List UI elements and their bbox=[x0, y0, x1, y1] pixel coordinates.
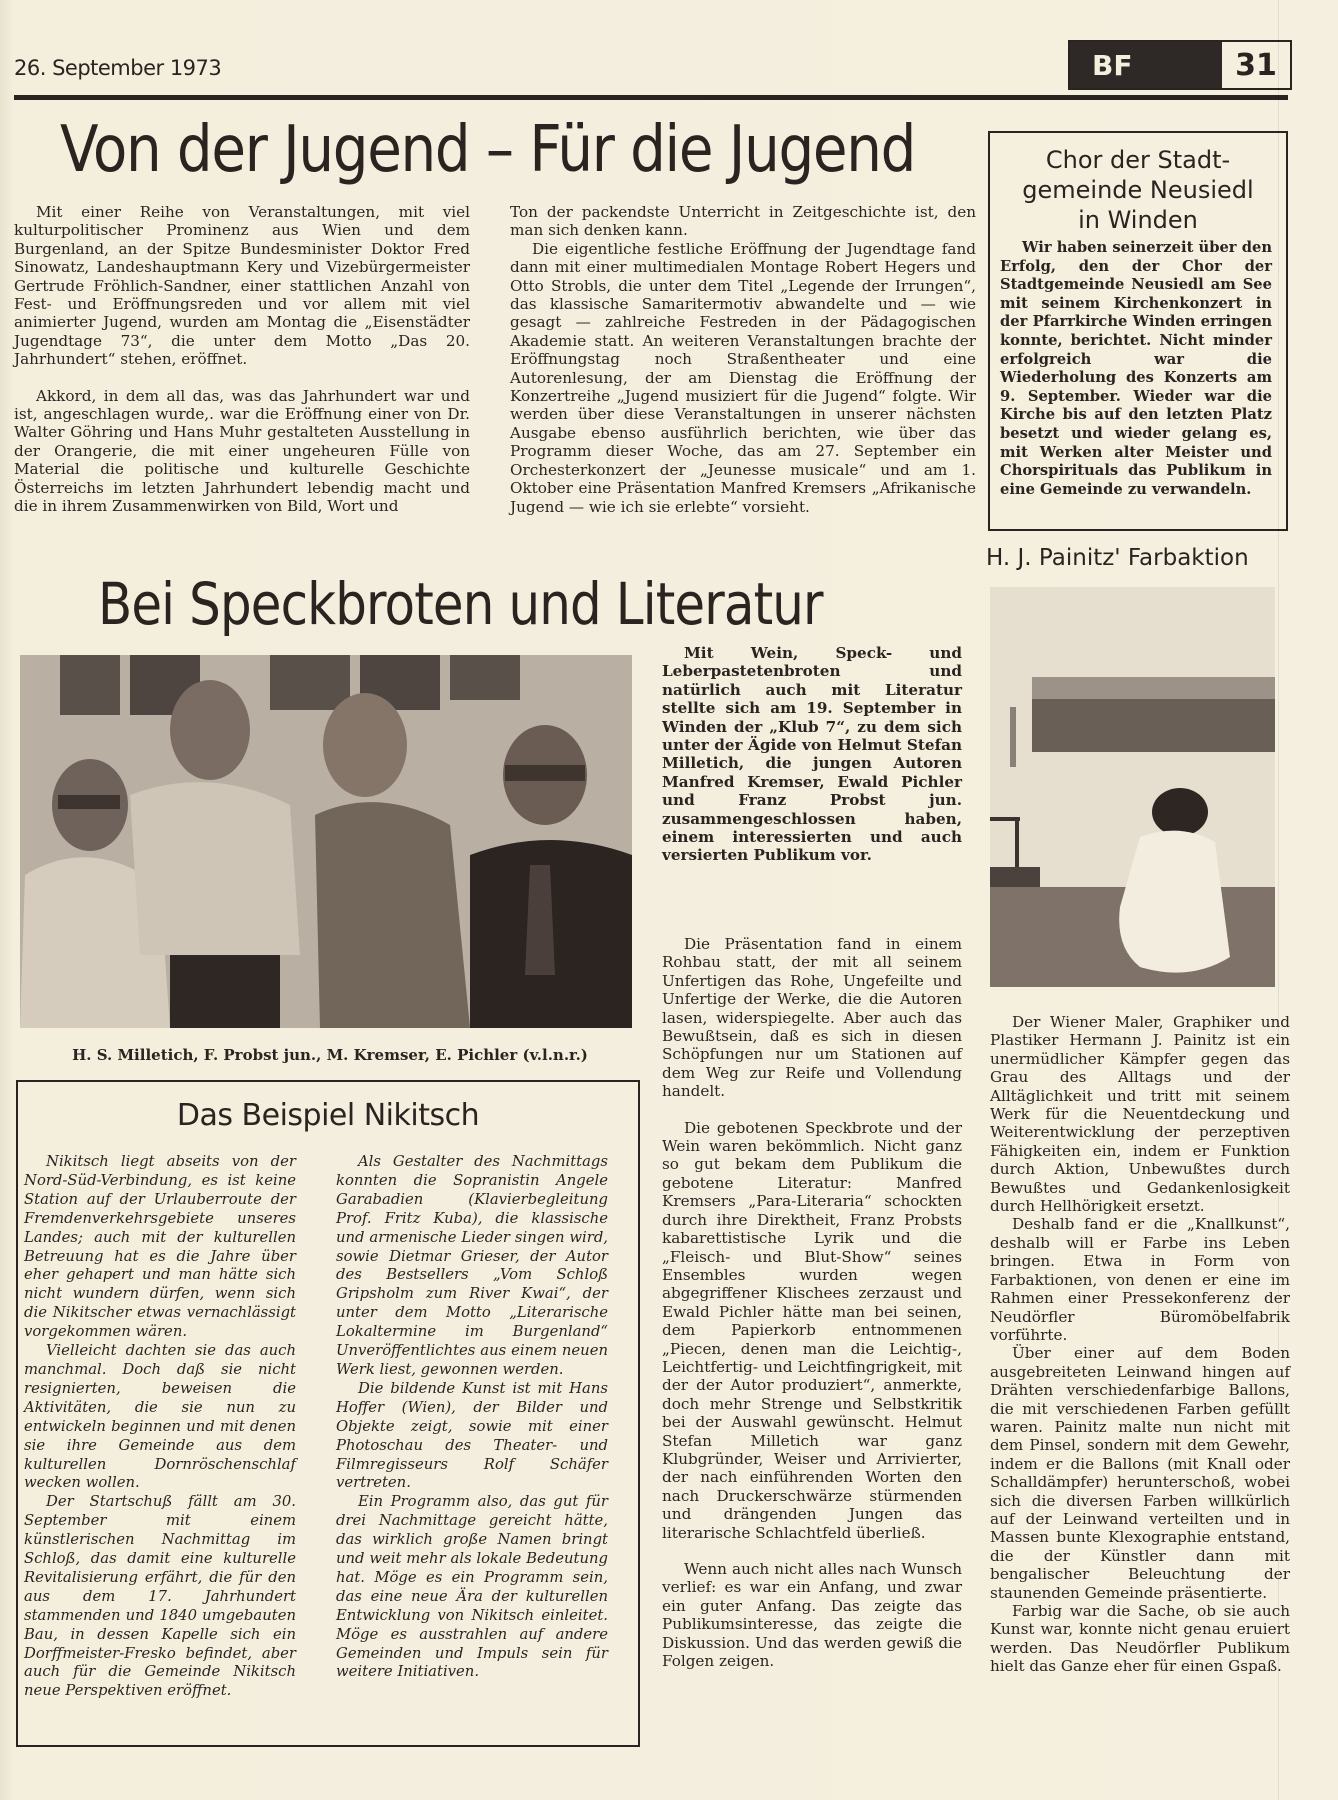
paragraph: Der Startschuß fällt am 30. September mit einem künstlerischen Nachmittag im Schloß, das damit eine kulturelle Revitalisierung erfährt, die für den aus dem 17. Jahrhundert stammenden und 1840 umgebauten Bau, in dessen Kapelle sich ein Dorffmeister-Fresko befindet, aber auch für die Gemeinde Nikitsch neue Perspektiven eröffnet. bbox=[24, 1493, 296, 1700]
paragraph: Deshalb fand er die „Knallkunst“, deshalb will er Farbe ins Leben bringen. Etwa in Form von Farbaktionen, von denen er eine im Rahmen einer Pressekonferenz der Neudörfler Büromöbelfabrik vorführte. bbox=[990, 1215, 1290, 1344]
header-rule bbox=[14, 95, 1288, 100]
paragraph: Wenn auch nicht alles nach Wunsch verlief: es war ein Anfang, und zwar ein guter Anfang. Das zeigte das Publikumsinteresse, das zeigte die Diskussion. Und das werden gewiß die Folgen zeigen. bbox=[662, 1560, 962, 1671]
paragraph: Über einer auf dem Boden ausgebreiteten Leinwand hingen auf Drähten verschiedenfarbige Ballons, die mit verschiedenen Farben gefüllt waren. Painitz malte nun nicht mit dem Pinsel, sondern mit dem Gewehr, indem er die Ballons (mit Knall oder Schalldämpfer) herunterschoß, wobei sich die diversen Farben willkürlich auf der Leinwand verteilten und in Massen bunte Klexographie entstand, die der Künstler dann mit bengalischer Beleuchtung der staunenden Gemeinde präsentierte. bbox=[990, 1344, 1290, 1602]
section-label: BF bbox=[1070, 42, 1222, 88]
paragraph: Mit einer Reihe von Veranstaltungen, mit viel kulturpolitischer Prominenz aus Wien und dem Burgenland, an der Spitze Bundesminister Doktor Fred Sinowatz, Landeshauptmann Kery und Vizebürgermeister Gertrude Fröhlich-Sandner, einer stattlichen Anzahl von Fest- und Eröffnungsreden und vor allem mit viel animierter Jugend, wurden am Montag die „Eisenstädter Jugendtage 73“, die unter dem Motto „Das 20. Jahrhundert“ stehen, eröffnet. bbox=[14, 203, 470, 369]
photo-caption: H. S. Milletich, F. Probst jun., M. Kremser, E. Pichler (v.l.n.r.) bbox=[72, 1046, 588, 1064]
box-chor-title: Chor der Stadt- gemeinde Neusiedl in Winden bbox=[1022, 146, 1254, 234]
page-number: 31 bbox=[1235, 47, 1277, 83]
paragraph: Die bildende Kunst ist mit Hans Hoffer (Wien), der Bilder und Objekte zeigt, sowie mit einer Photoschau des Theater- und Filmregisseurs Rolf Schäfer vertreten. bbox=[336, 1379, 608, 1492]
painitz-photo-image bbox=[990, 587, 1275, 987]
paragraph: Ton der packendste Unterricht in Zeitgeschichte ist, den man sich denken kann. bbox=[510, 203, 976, 240]
group-photo-image bbox=[20, 655, 632, 1028]
headline-speckbroten: Bei Speckbroten und Literatur bbox=[98, 570, 823, 638]
photo-painitz-farbaktion bbox=[990, 587, 1275, 987]
issue-date: 26. September 1973 bbox=[14, 56, 222, 80]
paragraph: Die gebotenen Speckbrote und der Wein waren bekömmlich. Nicht ganz so gut bekam dem Publikum die gebotene Literatur: Manfred Kremsers „Para-Literaria“ schockten durch ihre Direktheit, Franz Probsts kabarettistische Lyrik und die „Fleisch- und Blut-Show“ seines Ensembles wurden wegen abgegriffener Klischees zerzaust und Ewald Pichler hätte man bei seinen, dem Papierkorb entnommenen „Piecen, denen man die Leichtig-, Leichtfertig- und Leichtfingrigkeit, mit der der Autor produziert“, anmerkte, doch mehr Strenge und Selbstkritik bei der Auswahl gewünscht. Helmut Stefan Milletich war ganz Klubgründer, Weiser und Arrivierter, der nach einführenden Worten den nach Druckerschwärze stürmenden und drängenden Jungen das literarische Schlachtfeld überließ. bbox=[662, 1118, 962, 1542]
box-nikitsch-col1 bbox=[24, 1153, 296, 1701]
article-jugend-col2 bbox=[510, 203, 976, 516]
article-jugend-col1 bbox=[14, 203, 470, 516]
article-speckbroten-body bbox=[662, 935, 962, 1670]
page-edge-line bbox=[1278, 0, 1279, 1800]
photo-klub7-authors bbox=[20, 655, 632, 1028]
article-speckbroten-lead: Mit Wein, Speck- und Leberpastetenbroten und natürlich auch mit Literatur stellte sich am 19. September in Winden der „Klub 7“, zu dem sich unter der Ägide von Helmut Stefan Milletich, die jungen Autoren Manfred Kremser, Ewald Pichler und Franz Probst jun. zusammengeschlossen haben, einem interessierten und auch versierten Publikum vor. bbox=[662, 644, 962, 865]
box-nikitsch-col2 bbox=[336, 1153, 608, 1682]
box-chor-body: Wir haben seinerzeit über den Erfolg, den der Chor der Stadtgemeinde Neusiedl am See mit seinem Kirchenkonzert in der Pfarrkirche Winden erringen konnte, berichtet. Nicht minder erfolgreich war die Wiederholung des Konzerts am 9. September. Wieder war die Kirche bis auf den letzten Platz besetzt und wieder gelang es, mit Werken alter Meister und Chorspirituals das Publikum in eine Gemeinde zu verwandeln. bbox=[1000, 239, 1272, 498]
headline-painitz: H. J. Painitz' Farbaktion bbox=[986, 545, 1249, 571]
paragraph: Nikitsch liegt abseits von der Nord-Süd-Verbindung, es ist keine Station auf der Urlauberroute der Fremdenverkehrsgebiete unseres Landes; auch mit der kulturellen Betreuung hat es die Jahre über eher gehapert und man hätte sich nicht wundern dürfen, wenn sich die Nikitscher etwas vernachlässigt vorgekommen wären. bbox=[24, 1153, 296, 1341]
box-nikitsch-title: Das Beispiel Nikitsch bbox=[176, 1098, 480, 1133]
paragraph: Der Wiener Maler, Graphiker und Plastiker Hermann J. Painitz ist ein unermüdlicher Kämpfer gegen das Grau des Alltags und der Alltäglichkeit und tritt mit seinem Werk für die Neuentdeckung und Weiterentwicklung der perzeptiven Fähigkeiten ein, indem er Funktion durch Aktion, Unbewußtes durch Bewußtes und Gedankenlosigkeit durch Hellhörigkeit ersetzt. bbox=[990, 1013, 1290, 1216]
article-painitz-body bbox=[990, 1013, 1290, 1676]
box-chor-neusiedl bbox=[988, 131, 1288, 531]
paragraph: Farbig war die Sache, ob sie auch Kunst war, konnte nicht genau eruiert werden. Das Neudörfler Publikum hielt das Ganze eher für einen Gspaß. bbox=[990, 1602, 1290, 1676]
paragraph: Ein Programm also, das gut für drei Nachmittage gereicht hätte, das wirklich große Namen bringt und weit mehr als lokale Bedeutung hat. Möge es ein Programm sein, das eine neue Ära der kulturellen Entwicklung von Nikitsch einleitet. Möge es ausstrahlen auf andere Gemeinden und Impuls sein für weitere Initiativen. bbox=[336, 1493, 608, 1681]
paragraph: Vielleicht dachten sie das auch manchmal. Doch daß sie nicht resignierten, beweisen die Aktivitäten, die sie nun zu entwickeln beginnen und mit denen sie ihre Gemeinde aus dem kulturellen Dornröschenschlaf wecken wollen. bbox=[24, 1342, 296, 1492]
section-badge bbox=[1068, 40, 1292, 90]
paragraph: Als Gestalter des Nachmittags konnten die Sopranistin Angele Garabadien (Klavierbegleitung Prof. Fritz Kuba), die klassische und armenische Lieder singen wird, sowie Dietmar Grieser, der Autor des Bestsellers „Vom Schloß Gripsholm zum River Kwai“, der unter dem Motto „Literarische Lokaltermine im Burgenland“ Unveröffentlichtes aus einem neuen Werk liest, gewonnen werden. bbox=[336, 1153, 608, 1378]
paragraph: Die Präsentation fand in einem Rohbau statt, der mit all seinem Unfertigen das Rohe, Ungefeilte und Unfertige der Werke, die die Autoren lasen, widerspiegelte. Aber auch das Bewußtsein, daß es sich in diesen Schöpfungen nur um Stationen auf dem Weg zur Reife und Vollendung handelt. bbox=[662, 935, 962, 1101]
paragraph: Die eigentliche festliche Eröffnung der Jugendtage fand dann mit einer multimedialen Montage Robert Hegers und Otto Strobls, die unter dem Titel „Legende der Irrungen“, das klassische Samaritermotiv abwandelte und — wie gesagt — zahlreiche Festreden in der Pädagogischen Akademie statt. An weiteren Veranstaltungen brachte der Eröffnungstag noch Straßentheater und eine Autorenlesung, der am Dienstag die Eröffnung der Konzertreihe „Jugend musiziert für die Jugend“ folgte. Wir werden über diese Veranstaltungen in unserer nächsten Ausgabe ebenso ausführlich berichten, wie über das Programm dieser Woche, das am 27. September ein Orchesterkonzert der „Jeunesse musicale“ und am 1. Oktober eine Präsentation Manfred Kremsers „Afrikanische Jugend — wie ich sie erlebte“ vorsieht. bbox=[510, 239, 976, 516]
paragraph: Akkord, in dem all das, was das Jahrhundert war und ist, angeschlagen wurde,. war die Eröffnung einer von Dr. Walter Göhring und Hans Muhr gestalteten Ausstellung in der Orangerie, die mit einer ungeheuren Fülle von Material die politische und kulturelle Geschichte Österreichs im letzten Jahrhundert lebendig macht und die in ihrem Zusammenwirken von Bild, Wort und bbox=[14, 386, 470, 516]
headline-jugend: Von der Jugend – Für die Jugend bbox=[60, 113, 916, 187]
